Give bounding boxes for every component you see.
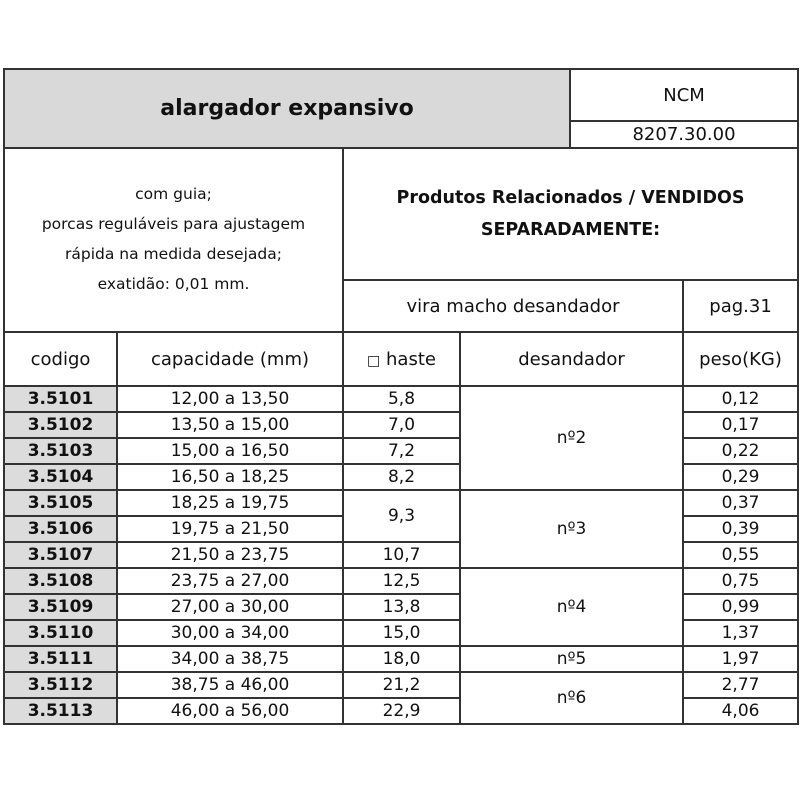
related-title-line-1: Produtos Relacionados / VENDIDOS xyxy=(396,188,745,208)
cell-code: 3.5101 xyxy=(4,386,117,412)
cell-code: 3.5103 xyxy=(4,438,117,464)
cell-code: 3.5112 xyxy=(4,672,117,698)
cell-code: 3.5113 xyxy=(4,698,117,724)
cell-peso: 0,22 xyxy=(683,438,798,464)
cell-capacidade: 21,50 a 23,75 xyxy=(117,542,343,568)
description-line: rápida na medida desejada; xyxy=(65,245,282,263)
table-row xyxy=(4,386,798,412)
cell-capacidade: 27,00 a 30,00 xyxy=(117,594,343,620)
cell-peso: 0,17 xyxy=(683,412,798,438)
cell-code: 3.5107 xyxy=(4,542,117,568)
cell-code: 3.5106 xyxy=(4,516,117,542)
cell-code: 3.5110 xyxy=(4,620,117,646)
col-header-capacidade: capacidade (mm) xyxy=(117,332,343,386)
cell-haste: 10,7 xyxy=(343,542,460,568)
product-description xyxy=(4,148,343,332)
related-title-line-2: SEPARADAMENTE: xyxy=(480,220,661,240)
description-line: com guia; xyxy=(135,185,212,203)
cell-code: 3.5105 xyxy=(4,490,117,516)
product-table xyxy=(3,68,799,725)
square-icon: □ xyxy=(367,352,381,369)
cell-code: 3.5111 xyxy=(4,646,117,672)
cell-capacidade: 34,00 a 38,75 xyxy=(117,646,343,672)
cell-capacidade: 46,00 a 56,00 xyxy=(117,698,343,724)
cell-peso: 1,97 xyxy=(683,646,798,672)
cell-haste: 8,2 xyxy=(343,464,460,490)
cell-peso: 0,29 xyxy=(683,464,798,490)
cell-haste: 13,8 xyxy=(343,594,460,620)
cell-haste: 7,2 xyxy=(343,438,460,464)
cell-peso: 0,12 xyxy=(683,386,798,412)
cell-capacidade: 13,50 a 15,00 xyxy=(117,412,343,438)
cell-desandador: nº5 xyxy=(460,646,683,672)
cell-capacidade: 23,75 a 27,00 xyxy=(117,568,343,594)
cell-peso: 0,39 xyxy=(683,516,798,542)
cell-code: 3.5108 xyxy=(4,568,117,594)
col-header-desandador: desandador xyxy=(460,332,683,386)
cell-peso: 0,99 xyxy=(683,594,798,620)
table-row xyxy=(4,490,798,516)
col-header-codigo: codigo xyxy=(4,332,117,386)
cell-haste: 5,8 xyxy=(343,386,460,412)
col-header-haste xyxy=(343,332,460,386)
cell-desandador: nº2 xyxy=(460,386,683,490)
cell-haste: 18,0 xyxy=(343,646,460,672)
cell-peso: 2,77 xyxy=(683,672,798,698)
cell-capacidade: 12,00 a 13,50 xyxy=(117,386,343,412)
cell-desandador: nº4 xyxy=(460,568,683,646)
cell-capacidade: 19,75 a 21,50 xyxy=(117,516,343,542)
col-header-haste-label: haste xyxy=(386,348,436,370)
cell-capacidade: 16,50 a 18,25 xyxy=(117,464,343,490)
cell-haste: 21,2 xyxy=(343,672,460,698)
cell-desandador: nº3 xyxy=(460,490,683,568)
cell-haste: 15,0 xyxy=(343,620,460,646)
cell-capacidade: 18,25 a 19,75 xyxy=(117,490,343,516)
cell-peso: 0,75 xyxy=(683,568,798,594)
cell-code: 3.5102 xyxy=(4,412,117,438)
table-row xyxy=(4,568,798,594)
col-header-peso: peso(KG) xyxy=(683,332,798,386)
related-products-title xyxy=(343,148,798,280)
cell-haste: 7,0 xyxy=(343,412,460,438)
cell-peso: 1,37 xyxy=(683,620,798,646)
cell-capacidade: 15,00 a 16,50 xyxy=(117,438,343,464)
related-page-ref: pag.31 xyxy=(683,280,798,332)
description-line: exatidão: 0,01 mm. xyxy=(97,275,250,293)
cell-code: 3.5104 xyxy=(4,464,117,490)
ncm-label: NCM xyxy=(570,69,798,121)
cell-capacidade: 38,75 a 46,00 xyxy=(117,672,343,698)
table-row xyxy=(4,646,798,672)
product-title: alargador expansivo xyxy=(4,69,570,148)
cell-desandador: nº6 xyxy=(460,672,683,724)
cell-haste: 9,3 xyxy=(343,490,460,542)
cell-haste: 22,9 xyxy=(343,698,460,724)
table-row xyxy=(4,672,798,698)
cell-code: 3.5109 xyxy=(4,594,117,620)
cell-capacidade: 30,00 a 34,00 xyxy=(117,620,343,646)
cell-peso: 0,55 xyxy=(683,542,798,568)
description-line: porcas reguláveis para ajustagem xyxy=(41,215,306,233)
cell-haste: 12,5 xyxy=(343,568,460,594)
cell-peso: 4,06 xyxy=(683,698,798,724)
cell-peso: 0,37 xyxy=(683,490,798,516)
related-product-name: vira macho desandador xyxy=(343,280,683,332)
ncm-value: 8207.30.00 xyxy=(570,121,798,148)
